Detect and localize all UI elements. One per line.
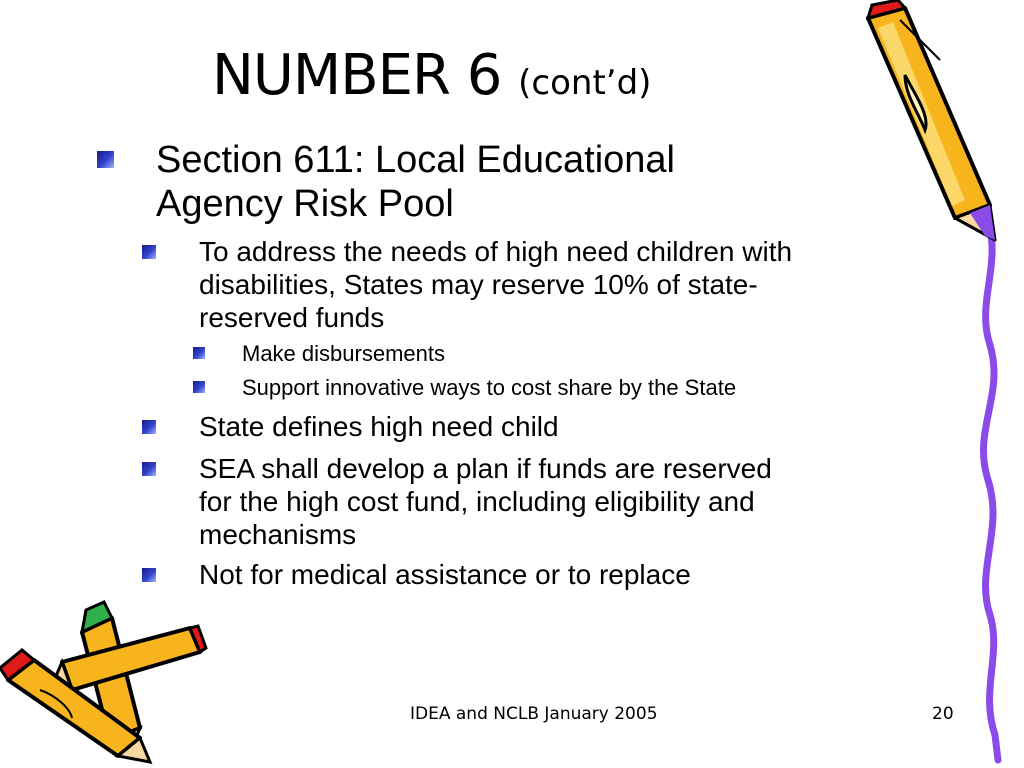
- page-number: 20: [932, 704, 954, 724]
- bullet-text: Support innovative ways to cost share by the State: [242, 375, 737, 400]
- bullet-text: To address the needs of high need children with: [199, 236, 793, 267]
- squiggle-line-icon: [984, 215, 998, 760]
- bullet-square-icon: [97, 151, 114, 168]
- bullet-square-icon: [193, 347, 205, 359]
- bullet-text: Make disbursements: [242, 341, 445, 366]
- bullet-text: Section 611: Local Educational: [156, 139, 675, 181]
- pencils-icon: [0, 602, 206, 762]
- bullet-square-icon: [193, 381, 205, 393]
- bullet-text: State defines high need child: [199, 411, 559, 442]
- slide-title-main: NUMBER 6: [212, 43, 502, 108]
- pencil-icon: [868, 0, 995, 240]
- bullet-square-icon: [142, 568, 156, 582]
- bullet-text: reserved funds: [199, 302, 385, 333]
- bullet-square-icon: [142, 420, 156, 434]
- bullet-text: Not for medical assistance or to replace: [199, 559, 691, 590]
- bullet-text: disabilities, States may reserve 10% of state-: [199, 269, 758, 300]
- bullet-text: Agency Risk Pool: [156, 183, 454, 225]
- slide-title-suffix: (cont’d): [518, 63, 652, 103]
- bullet-text: mechanisms: [199, 519, 357, 550]
- bullet-text: for the high cost fund, including eligibility and: [199, 486, 755, 517]
- bullet-text: SEA shall develop a plan if funds are reserved: [199, 453, 772, 484]
- slide-title: [212, 43, 652, 108]
- bullet-square-icon: [142, 462, 156, 476]
- footer-text: IDEA and NCLB January 2005: [410, 704, 658, 724]
- bullet-square-icon: [142, 245, 156, 259]
